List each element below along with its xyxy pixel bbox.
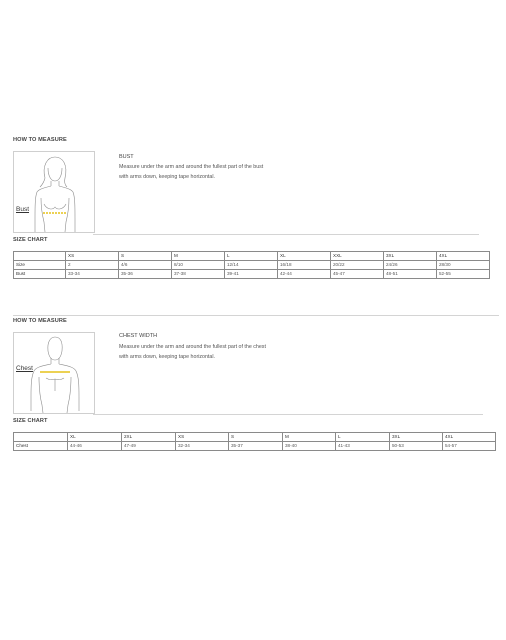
table-cell: S: [119, 252, 172, 261]
table-cell: 12/14: [225, 261, 278, 270]
table-cell: 45-47: [331, 270, 384, 279]
table-cell: 35-36: [119, 270, 172, 279]
table-cell: 4XL: [443, 433, 496, 442]
table-cell: 8/10: [172, 261, 225, 270]
table-cell: M: [172, 252, 225, 261]
table-cell: [14, 252, 66, 261]
table-cell: 42-44: [278, 270, 331, 279]
table-cell: S: [229, 433, 283, 442]
table-row: [14, 261, 490, 270]
table-cell: L: [225, 252, 278, 261]
table-cell: XXL: [331, 252, 384, 261]
table-cell: 44-46: [68, 442, 122, 451]
table-cell: 41-43: [336, 442, 390, 451]
male-figure-icon: [14, 333, 94, 413]
men-size-chart-table: [13, 432, 496, 451]
bust-figure-label: Bust: [16, 206, 30, 213]
bust-description-title: BUST: [119, 154, 134, 160]
table-cell: 3XL: [390, 433, 443, 442]
how-to-measure-heading: HOW TO MEASURE: [13, 318, 67, 324]
section-divider: [93, 414, 483, 415]
table-cell: 28/30: [437, 261, 490, 270]
table-header-row: [14, 433, 496, 442]
table-cell: M: [283, 433, 336, 442]
table-cell: Chest: [14, 442, 68, 451]
table-cell: XS: [66, 252, 119, 261]
table-row: [14, 442, 496, 451]
table-row: [14, 270, 490, 279]
table-cell: 4XL: [437, 252, 490, 261]
size-chart-heading: SIZE CHART: [13, 237, 48, 243]
chest-description-line: with arms down, keeping tape horizontal.: [119, 354, 215, 360]
table-cell: L: [336, 433, 390, 442]
table-cell: 37-38: [172, 270, 225, 279]
table-cell: 20/22: [331, 261, 384, 270]
table-cell: 39-41: [225, 270, 278, 279]
table-cell: XL: [278, 252, 331, 261]
table-header-row: [14, 252, 490, 261]
table-cell: Size: [14, 261, 66, 270]
table-cell: [14, 433, 68, 442]
chest-figure-label: Chest: [16, 365, 33, 372]
table-cell: 50-53: [390, 442, 443, 451]
chest-figure-illustration: [13, 332, 95, 414]
table-cell: 48-51: [384, 270, 437, 279]
chest-description-line: Measure under the arm and around the fullest part of the chest: [119, 344, 266, 350]
table-cell: 47-49: [122, 442, 176, 451]
table-cell: XL: [68, 433, 122, 442]
table-cell: 24/26: [384, 261, 437, 270]
table-cell: 35-37: [229, 442, 283, 451]
size-chart-heading: SIZE CHART: [13, 418, 48, 424]
section-divider: [93, 234, 479, 235]
table-cell: 3XL: [384, 252, 437, 261]
bust-description-line: with arms down, keeping tape horizontal.: [119, 174, 215, 180]
chest-description-title: CHEST WIDTH: [119, 333, 158, 339]
table-cell: 2: [66, 261, 119, 270]
how-to-measure-heading: HOW TO MEASURE: [13, 137, 67, 143]
table-cell: 2XL: [122, 433, 176, 442]
table-cell: 38-40: [283, 442, 336, 451]
table-cell: 54-57: [443, 442, 496, 451]
table-cell: 32-34: [176, 442, 229, 451]
table-cell: Bust: [14, 270, 66, 279]
table-cell: 16/18: [278, 261, 331, 270]
women-size-chart-table: [13, 251, 490, 279]
bust-figure-illustration: [13, 151, 95, 233]
table-cell: 4/6: [119, 261, 172, 270]
table-cell: 52-55: [437, 270, 490, 279]
table-cell: 33-34: [66, 270, 119, 279]
table-cell: XS: [176, 433, 229, 442]
bust-description-line: Measure under the arm and around the fullest part of the bust: [119, 164, 264, 170]
section-divider: [13, 315, 499, 316]
female-figure-icon: [14, 152, 94, 232]
